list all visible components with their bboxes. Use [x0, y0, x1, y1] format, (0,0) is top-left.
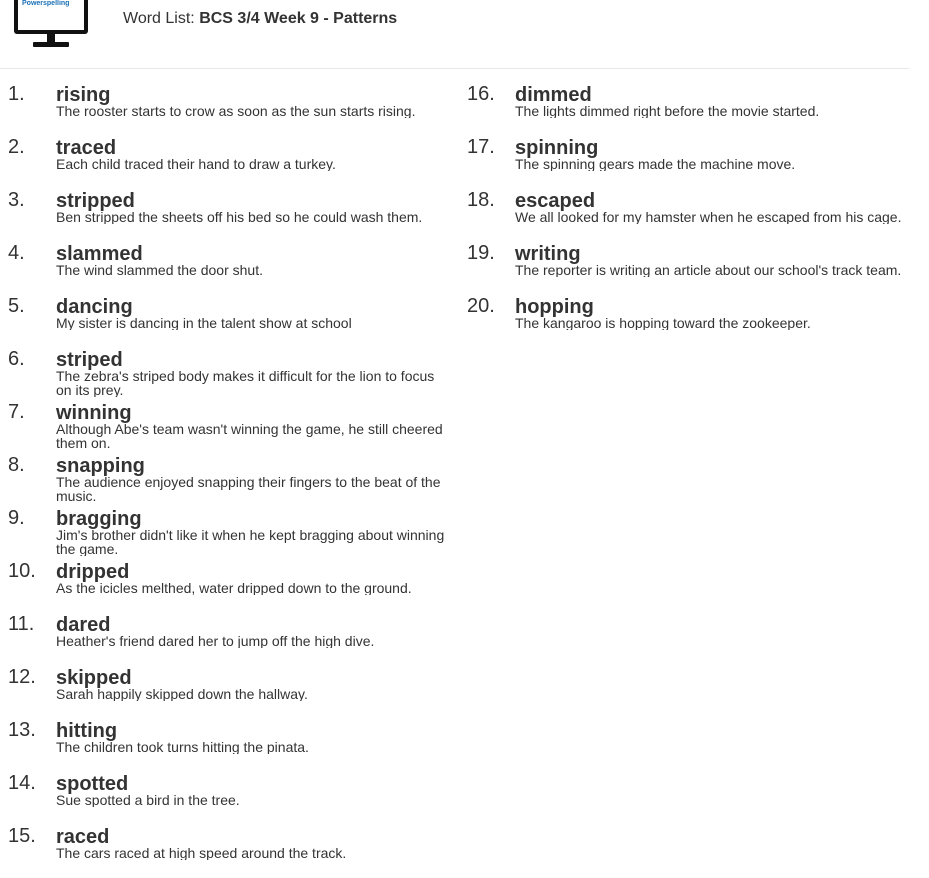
list-item: [467, 136, 915, 189]
item-number: 13.: [8, 719, 36, 741]
spelling-word: rising: [56, 84, 111, 106]
example-sentence: The kangaroo is hopping toward the zookeeper.: [515, 316, 811, 330]
example-sentence: Sarah happily skipped down the hallway.: [56, 687, 308, 701]
list-item: [8, 242, 446, 295]
item-number: 20.: [467, 295, 495, 317]
example-sentence: We all looked for my hamster when he escaped from his cage.: [515, 210, 902, 224]
list-item: [8, 825, 446, 878]
list-item: [467, 83, 915, 136]
list-item: [8, 666, 446, 719]
example-sentence: Although Abe's team wasn't winning the game, he still cheered them on.: [56, 422, 443, 450]
item-number: 16.: [467, 83, 495, 105]
spelling-word: escaped: [515, 190, 596, 212]
list-item: [8, 560, 446, 613]
item-number: 9.: [8, 507, 25, 529]
word-list-label: Word List:: [123, 10, 195, 27]
item-number: 10.: [8, 560, 36, 582]
item-number: 6.: [8, 348, 25, 370]
example-sentence: The lights dimmed right before the movie started.: [515, 104, 820, 118]
example-sentence: The spinning gears made the machine move.: [515, 157, 796, 171]
spelling-word: skipped: [56, 667, 132, 689]
example-sentence: The zebra's striped body makes it difficult for the lion to focus on its prey.: [56, 369, 435, 397]
spelling-word: dancing: [56, 296, 133, 318]
spelling-word: dimmed: [515, 84, 592, 106]
item-number: 1.: [8, 83, 25, 105]
spelling-word: traced: [56, 137, 117, 159]
example-sentence: The wind slammed the door shut.: [56, 263, 263, 277]
monitor-logo-icon: [14, 0, 88, 50]
list-item: [467, 189, 915, 242]
example-sentence: The children took turns hitting the pinata.: [56, 740, 309, 754]
list-item: [8, 401, 446, 454]
item-number: 5.: [8, 295, 25, 317]
list-item: [467, 295, 915, 348]
list-item: [8, 83, 446, 136]
word-list-title: [123, 10, 397, 28]
example-sentence: Jim's brother didn't like it when he kept bragging about winning the game.: [56, 528, 445, 556]
spelling-word: dripped: [56, 561, 130, 583]
page-header: [0, 0, 909, 69]
list-item: [8, 719, 446, 772]
item-number: 2.: [8, 136, 25, 158]
list-item: [467, 242, 915, 295]
spelling-word: snapping: [56, 455, 145, 477]
word-list-name: BCS 3/4 Week 9 - Patterns: [199, 10, 398, 27]
list-item: [8, 136, 446, 189]
example-sentence: Heather's friend dared her to jump off the high dive.: [56, 634, 375, 648]
example-sentence: Each child traced their hand to draw a turkey.: [56, 157, 336, 171]
spelling-word: raced: [56, 826, 110, 848]
list-item: [8, 454, 446, 507]
item-number: 15.: [8, 825, 36, 847]
example-sentence: Ben stripped the sheets off his bed so he could wash them.: [56, 210, 423, 224]
spelling-word: hitting: [56, 720, 118, 742]
item-number: 7.: [8, 401, 25, 423]
item-number: 14.: [8, 772, 36, 794]
item-number: 11.: [8, 613, 35, 635]
example-sentence: The cars raced at high speed around the track.: [56, 846, 347, 860]
list-item: [8, 772, 446, 825]
spelling-word: hopping: [515, 296, 594, 318]
spelling-word: dared: [56, 614, 111, 636]
item-number: 17.: [467, 136, 495, 158]
example-sentence: The rooster starts to crow as soon as the sun starts rising.: [56, 104, 416, 118]
example-sentence: As the icicles melthed, water dripped down to the ground.: [56, 581, 412, 595]
item-number: 19.: [467, 242, 495, 264]
example-sentence: Sue spotted a bird in the tree.: [56, 793, 240, 807]
spelling-word: striped: [56, 349, 123, 371]
spelling-word: winning: [56, 402, 132, 424]
example-sentence: The reporter is writing an article about our school's track team.: [515, 263, 902, 277]
example-sentence: The audience enjoyed snapping their fingers to the beat of the music.: [56, 475, 441, 503]
logo-text: Powerspelling: [22, 0, 70, 7]
item-number: 18.: [467, 189, 495, 211]
item-number: 4.: [8, 242, 25, 264]
item-number: 8.: [8, 454, 25, 476]
list-item: [8, 613, 446, 666]
list-item: [8, 295, 446, 348]
spelling-word: stripped: [56, 190, 135, 212]
example-sentence: My sister is dancing in the talent show at school: [56, 316, 352, 330]
list-item: [8, 348, 446, 401]
list-item: [8, 189, 446, 242]
spelling-word: bragging: [56, 508, 142, 530]
list-item: [8, 507, 446, 560]
spelling-word: spinning: [515, 137, 599, 159]
spelling-word: writing: [515, 243, 581, 265]
item-number: 12.: [8, 666, 36, 688]
item-number: 3.: [8, 189, 25, 211]
spelling-word: slammed: [56, 243, 143, 265]
spelling-word: spotted: [56, 773, 129, 795]
